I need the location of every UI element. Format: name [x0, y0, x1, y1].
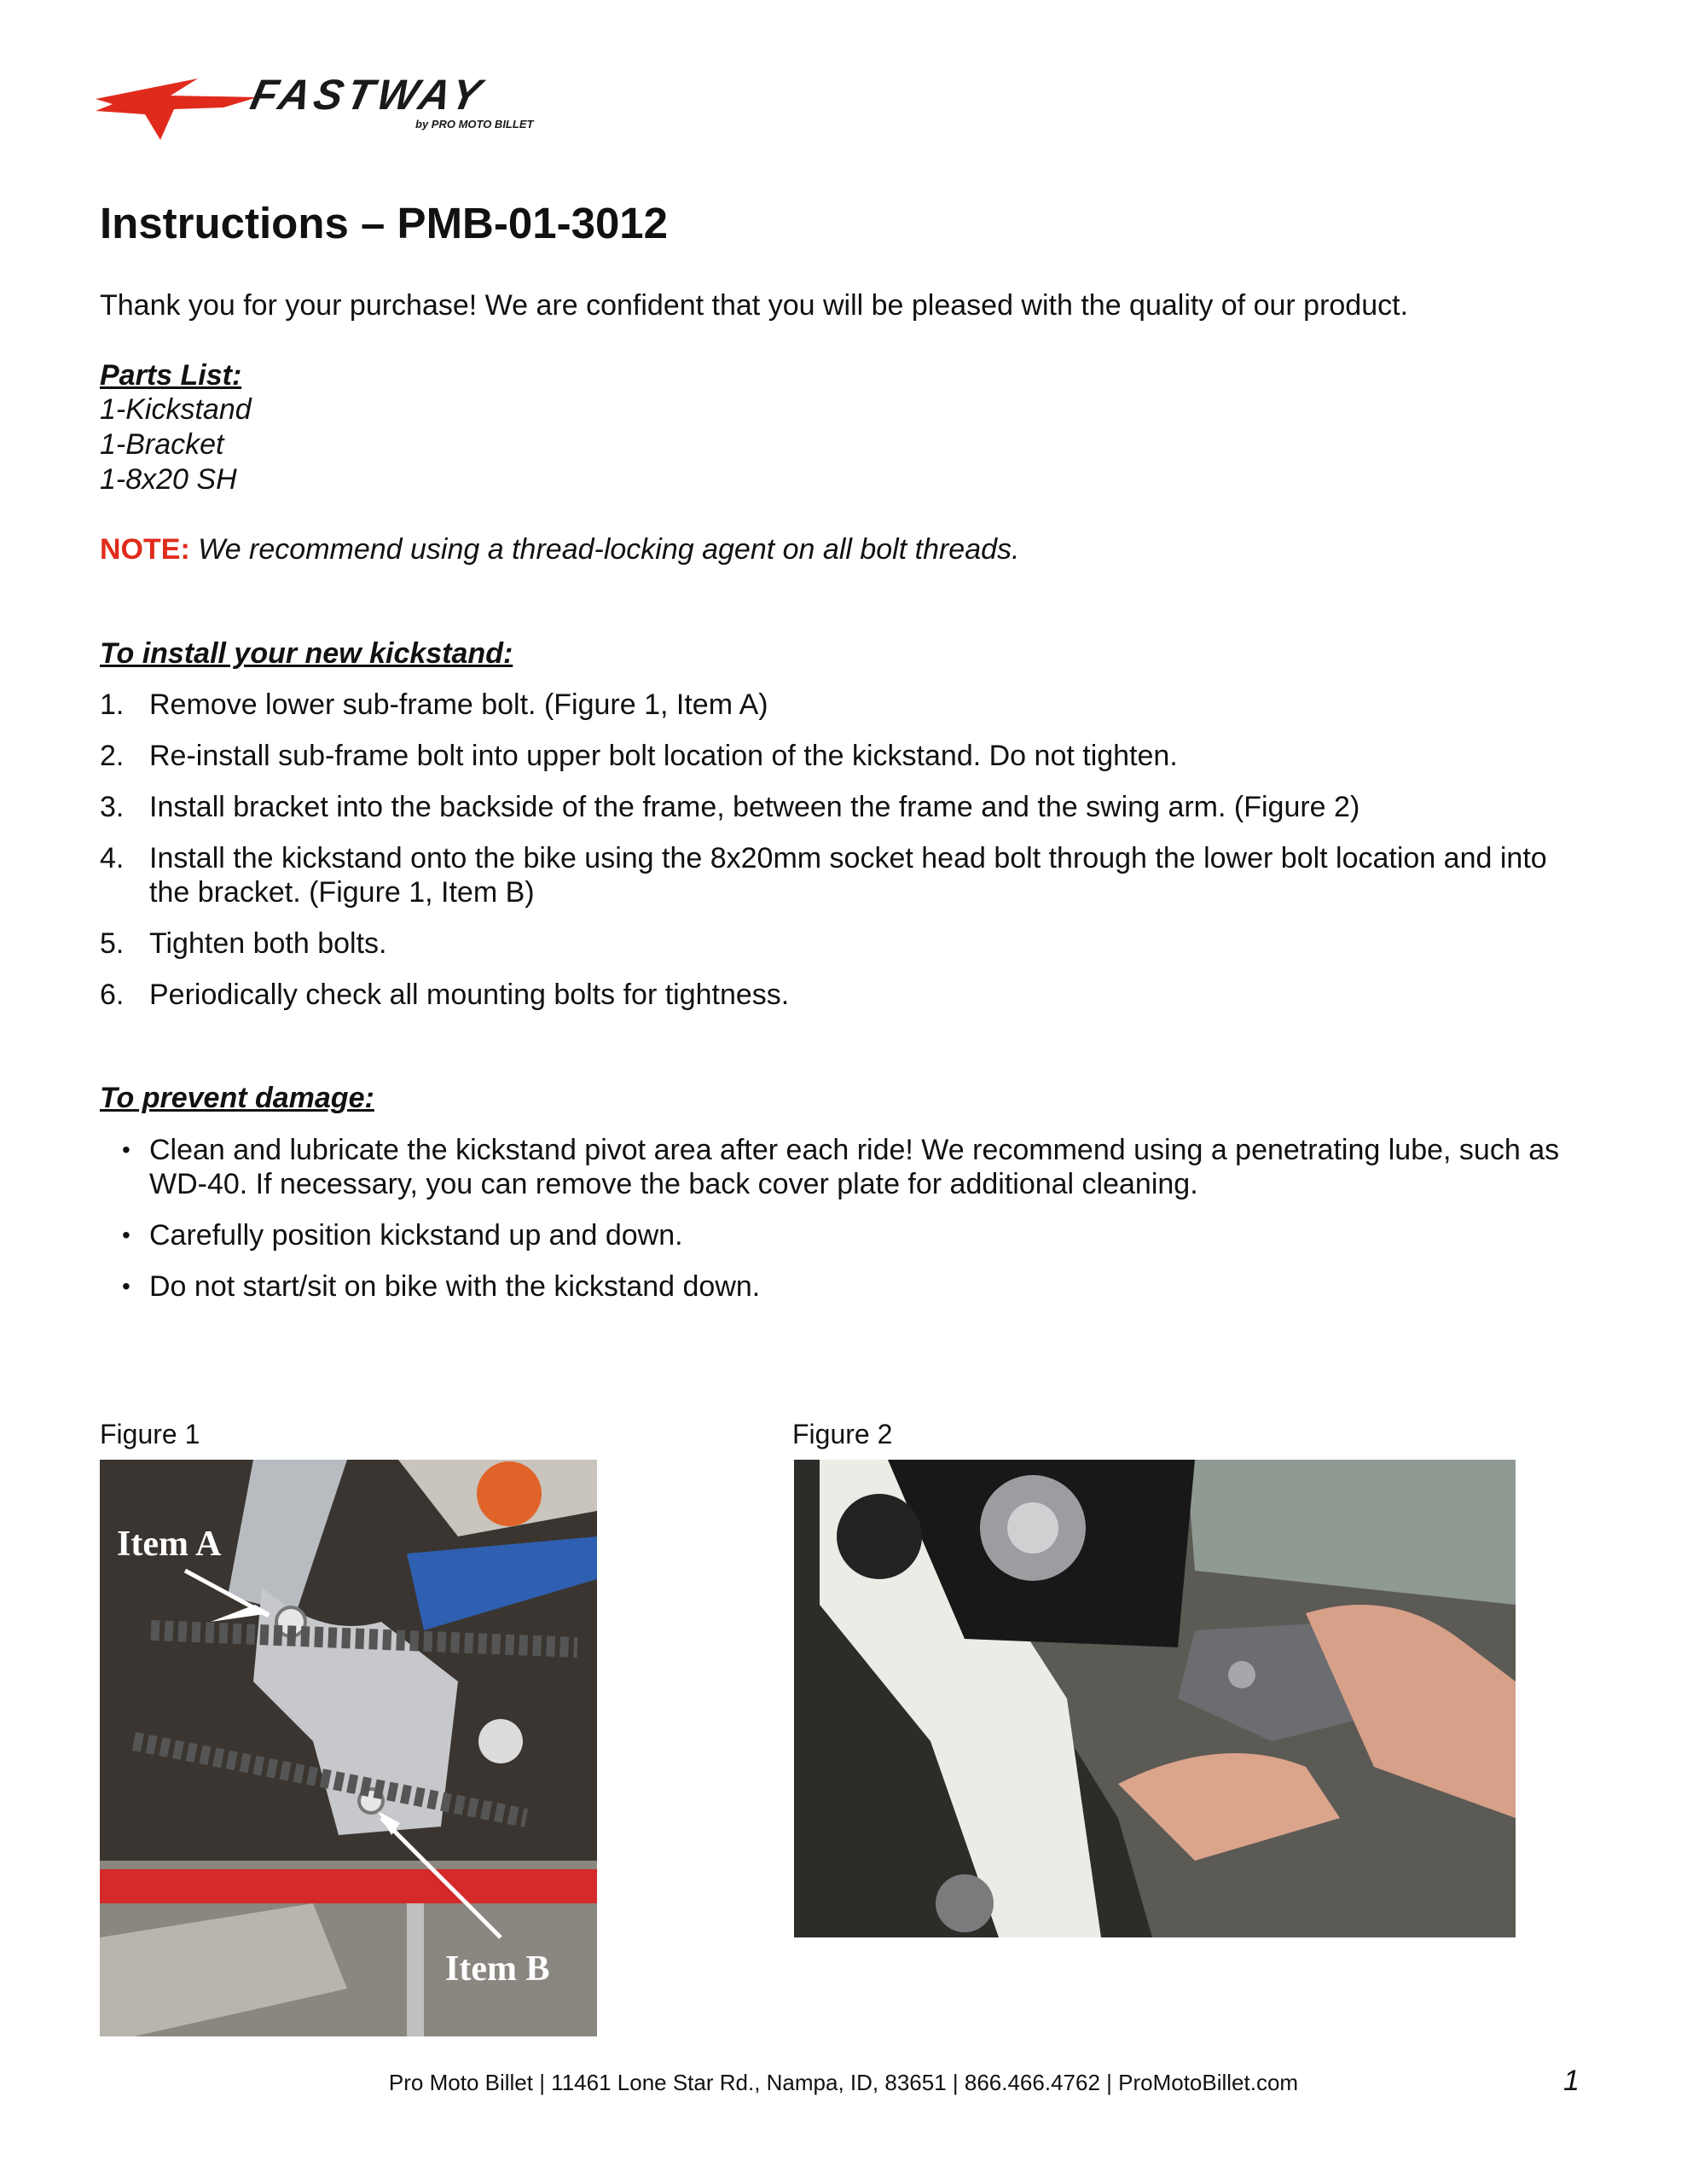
item-a-label: Item A [117, 1525, 222, 1564]
install-heading: To install your new kickstand: [100, 637, 513, 670]
bullet-icon: • [122, 1136, 130, 1163]
prevent-damage-list [100, 1133, 1601, 1321]
prevent-damage-heading: To prevent damage: [100, 1082, 374, 1114]
step-number: 4. [100, 842, 125, 874]
page-footer: Pro Moto Billet | 11461 Lone Star Rd., Nampa, ID, 83651 | 866.466.4762 | ProMotoBillet.com [388, 2070, 1299, 2095]
bullet-icon: • [122, 1273, 130, 1299]
parts-list-heading: Parts List: [100, 359, 242, 392]
item-b-label: Item B [445, 1949, 550, 1989]
parts-list [100, 392, 252, 497]
logo-swoosh-icon [96, 78, 258, 140]
figure-2-label: Figure 2 [792, 1419, 893, 1449]
step-number: 1. [100, 688, 125, 721]
note-label: NOTE: [100, 533, 190, 566]
step-text: Install the kickstand onto the bike using the 8x20mm socket head bolt through the lower bolt location and into the bracket. (Figure 1, Item B) [149, 842, 1547, 909]
step-number: 6. [100, 979, 125, 1011]
prevent-text: Carefully position kickstand up and down. [149, 1219, 683, 1252]
intro-text: Thank you for your purchase! We are confident that you will be pleased with the quality of our product. [100, 289, 1409, 322]
note [100, 532, 1019, 566]
parts-list-item: 1-Bracket [100, 428, 224, 461]
install-step [100, 841, 1584, 909]
page-number: 1 [1563, 2065, 1580, 2097]
install-step [100, 978, 1584, 1012]
figure-1-label: Figure 1 [100, 1419, 200, 1449]
parts-list-item: 1-Kickstand [100, 393, 252, 426]
prevent-text: Do not start/sit on bike with the kickstand down. [149, 1270, 761, 1303]
parts-list-item: 1-8x20 SH [100, 463, 237, 496]
step-text: Re-install sub-frame bolt into upper bolt location of the kickstand. Do not tighten. [149, 740, 1178, 772]
prevent-item [100, 1218, 1601, 1252]
install-steps [100, 688, 1584, 1029]
prevent-text: Clean and lubricate the kickstand pivot area after each ride! We recommend using a penetrating lube, such as WD-40. If necessary, you can remove the back cover plate for additional cleaning. [149, 1134, 1560, 1200]
install-step [100, 739, 1584, 773]
install-step [100, 790, 1584, 824]
page-title: Instructions – PMB-01-3012 [100, 199, 669, 247]
prevent-item [100, 1133, 1601, 1201]
step-number: 5. [100, 927, 125, 960]
step-number: 2. [100, 740, 125, 772]
logo-wordmark: FASTWAY [246, 70, 490, 119]
figure-2-photo [794, 1460, 1516, 1937]
install-step [100, 688, 1584, 722]
step-text: Tighten both bolts. [149, 927, 387, 960]
bullet-icon: • [122, 1222, 130, 1248]
step-number: 3. [100, 791, 125, 823]
install-step [100, 926, 1584, 961]
step-text: Remove lower sub-frame bolt. (Figure 1, Item A) [149, 688, 768, 721]
step-text: Periodically check all mounting bolts for tightness. [149, 979, 790, 1011]
note-text: We recommend using a thread-locking agent on all bolt threads. [189, 533, 1020, 566]
figure-1-photo [100, 1460, 597, 2036]
logo-tagline: by PRO MOTO BILLET [415, 118, 534, 131]
step-text: Install bracket into the backside of the frame, between the frame and the swing arm. (Figure 2) [149, 791, 1360, 823]
fastway-logo [96, 67, 607, 143]
prevent-item [100, 1269, 1601, 1304]
